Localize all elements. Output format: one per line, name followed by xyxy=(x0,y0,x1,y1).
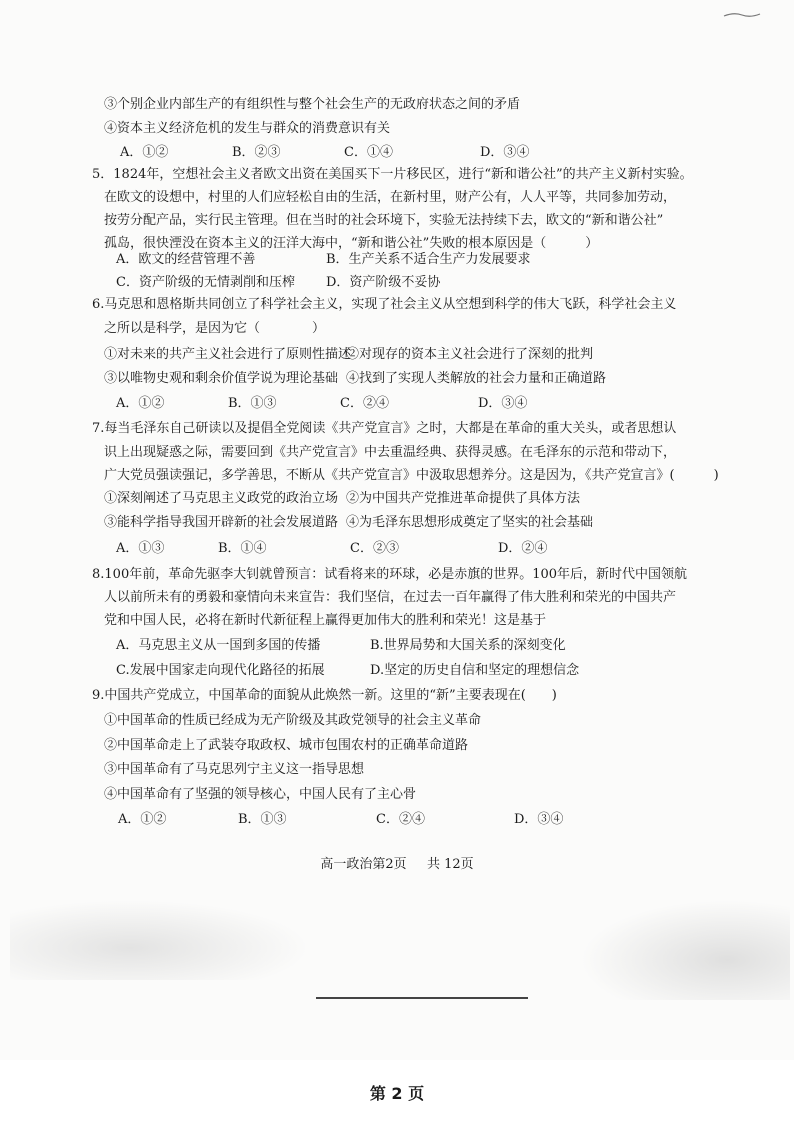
q5-choices-row1 xyxy=(0,251,794,269)
question-5-stem-line: 在欧文的设想中，村里的人们应轻松自由的生活，在新村里，财产公有，人人平等，共同参加劳动， xyxy=(104,190,677,205)
choice-a: A．①② xyxy=(116,396,165,411)
choice-d: D．②④ xyxy=(498,541,548,556)
q7-statements-row2 xyxy=(0,514,794,532)
question-7-stem-line: 广大党员强读强记，多学善思，不断从《共产党宣言》中汲取思想养分。这是因为，《共产党宣言》( ) xyxy=(104,468,719,483)
statement-1: ①对未来的共产主义社会进行了原则性描述 xyxy=(104,347,352,362)
scan-smudge xyxy=(580,900,790,1000)
choice-d: D．③④ xyxy=(514,812,564,827)
page-footer xyxy=(0,856,794,874)
statement-2: ②对现存的资本主义社会进行了深刻的批判 xyxy=(346,347,594,362)
choice-a: A．马克思主义从一国到多国的传播 xyxy=(116,638,321,653)
q9-choices xyxy=(0,811,794,829)
choice-c: C．②④ xyxy=(340,396,389,411)
corner-ink-mark xyxy=(722,4,762,12)
question-8-stem-line: 党和中国人民，必将在新时代新征程上赢得更加伟大的胜利和荣光！这是基于 xyxy=(104,613,547,628)
choice-b: B．①④ xyxy=(218,541,267,556)
statement-4: ④为毛泽东思想形成奠定了坚实的社会基础 xyxy=(346,515,594,530)
choice-b: B.世界局势和大国关系的深刻变化 xyxy=(370,638,566,653)
choice-d: D．资产阶级不妥协 xyxy=(326,275,441,290)
q7-choices xyxy=(0,540,794,558)
statement-4: ④中国革命有了坚强的领导核心，中国人民有了主心骨 xyxy=(104,787,417,802)
q7-statements-row1 xyxy=(0,490,794,508)
statement-2: ②中国革命走上了武装夺取政权、城市包围农村的正确革命道路 xyxy=(104,738,469,753)
choice-d: D.坚定的历史自信和坚定的理想信念 xyxy=(370,663,580,678)
question-9-stem: 9.中国共产党成立，中国革命的面貌从此焕然一新。这里的“新”主要表现在( ) xyxy=(92,688,557,703)
q5-choices-row2 xyxy=(0,274,794,292)
question-7-stem-line: 识上出现疑惑之际，需要回到《共产党宣言》中去重温经典、获得灵感。在毛泽东的示范和带动下， xyxy=(104,445,677,460)
choice-b: B．①③ xyxy=(228,396,277,411)
page-number: 第 2 页 xyxy=(369,1084,425,1103)
choice-b: B．生产关系不适合生产力发展要求 xyxy=(326,252,531,267)
statement-1: ①深刻阐述了马克思主义政党的政治立场 xyxy=(104,491,339,506)
question-8-stem: 8.100年前，革命先驱李大钊就曾预言：试看将来的环球，必是赤旗的世界。100年后，新时代中国领航 xyxy=(92,567,688,582)
footer-total-pages: 共 12页 xyxy=(426,857,474,872)
statement-3: ③能科学指导我国开辟新的社会发展道路 xyxy=(104,515,339,530)
q4-option-3: ③个别企业内部生产的有组织性与整个社会生产的无政府状态之间的矛盾 xyxy=(104,97,521,112)
question-6-stem: 6.马克思和恩格斯共同创立了科学社会主义，实现了社会主义从空想到科学的伟大飞跃，科学社会主义 xyxy=(92,297,677,312)
question-8-stem-line: 人以前所未有的勇毅和豪情向未来宣告：我们坚信，在过去一百年赢得了伟大胜利和荣光的中国共产 xyxy=(104,590,677,605)
choice-d: D．③④ xyxy=(478,396,528,411)
choice-a: A．①③ xyxy=(116,541,165,556)
q6-statements-row1 xyxy=(0,346,794,364)
q6-choices xyxy=(0,395,794,413)
choice-c: C.发展中国家走向现代化路径的拓展 xyxy=(116,663,325,678)
question-5-stem-line: 按劳分配产品，实行民主管理。但在当时的社会环境下，实验无法持续下去，欧文的“新和谐公社” xyxy=(104,213,664,228)
choice-a: A．①② xyxy=(118,812,167,827)
choice-c: C．①④ xyxy=(344,145,393,160)
choice-c: C．资产阶级的无情剥削和压榨 xyxy=(116,275,295,290)
footer-page-info: 高一政治第2页 xyxy=(320,857,407,872)
q4-option-4: ④资本主义经济危机的发生与群众的消费意识有关 xyxy=(104,121,391,136)
q6-statements-row2 xyxy=(0,370,794,388)
choice-b: B．①③ xyxy=(238,812,287,827)
question-5-stem-line: 孤岛，很快湮没在资本主义的汪洋大海中，“新和谐公社”失败的根本原因是（ ） xyxy=(104,236,599,251)
statement-2: ②为中国共产党推进革命提供了具体方法 xyxy=(346,491,581,506)
statement-4: ④找到了实现人类解放的社会力量和正确道路 xyxy=(346,371,607,386)
choice-c: C．②③ xyxy=(350,541,399,556)
statement-1: ①中国革命的性质已经成为无产阶级及其政党领导的社会主义革命 xyxy=(104,713,482,728)
question-6-stem-line: 之所以是科学，是因为它（ ） xyxy=(104,321,326,336)
q4-choices xyxy=(0,144,794,162)
choice-c: C．②④ xyxy=(376,812,425,827)
choice-b: B．②③ xyxy=(232,145,281,160)
q8-choices-row1 xyxy=(0,637,794,655)
scan-smudge xyxy=(10,900,310,980)
question-7-stem: 7.每当毛泽东自己研读以及提倡全党阅读《共产党宣言》之时，大都是在革命的重大关头，或者思想认 xyxy=(92,421,677,436)
divider-line xyxy=(316,997,528,999)
q8-choices-row2 xyxy=(0,662,794,680)
choice-d: D．③④ xyxy=(480,145,530,160)
statement-3: ③中国革命有了马克思列宁主义这一指导思想 xyxy=(104,762,365,777)
question-5-stem: 5．1824年，空想社会主义者欧文出资在美国买下一片移民区，进行“新和谐公社”的共产主义新村实验。 xyxy=(92,167,693,182)
choice-a: A．欧文的经营管理不善 xyxy=(116,252,256,267)
statement-3: ③以唯物史观和剩余价值学说为理论基础 xyxy=(104,371,339,386)
choice-a: A．①② xyxy=(120,145,169,160)
